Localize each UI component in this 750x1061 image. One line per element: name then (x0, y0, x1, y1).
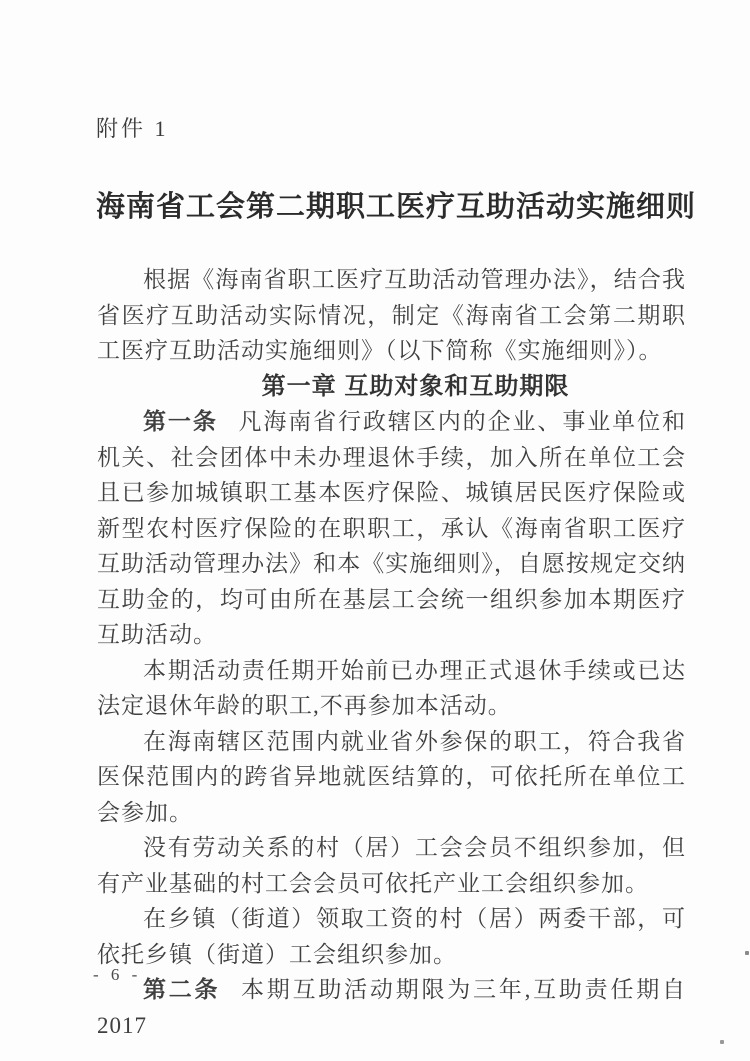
intro-paragraph: 根据《海南省职工医疗互助活动管理办法》，结合我省医疗互助活动实际情况，制定《海南省工会第二期职工医疗互助活动实施细则》（以下简称《实施细则》）。 (97, 267, 686, 363)
article-2-paragraph (97, 972, 686, 1043)
attachment-label: 附件 1 (96, 116, 169, 141)
article-1-subparagraph: 在海南辖区范围内就业省外参保的职工，符合我省医保范围内的跨省异地就医结算的，可依托所在单位工会参加。 (97, 728, 686, 825)
page-number: - 6 - (93, 965, 142, 984)
article-1-label: 第一条 (143, 409, 218, 434)
document-body (97, 262, 686, 1043)
article-1-text: 凡海南省行政辖区内的企业、事业单位和机关、社会团体中未办理退休手续，加入所在单位工会且已参加城镇职工基本医疗保险、城镇居民医疗保险或新型农村医疗保险的在职职工，承认《海南省职工医疗互助活动管理办法》和本《实施细则》，自愿按规定交纳互助金的，均可由所在基层工会统一组织参加本期医疗互助活动。 (97, 409, 687, 647)
document-title: 海南省工会第二期职工医疗互助活动实施细则 (96, 191, 697, 223)
article-1-subparagraph: 没有劳动关系的村（居）工会会员不组织参加，但有产业基础的村工会会员可依托产业工会组织参加。 (97, 835, 686, 896)
scan-speck (720, 1040, 724, 1044)
scan-speck (745, 951, 749, 955)
article-2-text: 本期互助活动期限为三年,互助责任期自 2017 (97, 977, 687, 1038)
article-1-subparagraph: 本期活动责任期开始前已办理正式退休手续或已达法定退休年龄的职工,不再参加本活动。 (97, 657, 686, 718)
article-1-subparagraph: 在乡镇（街道）领取工资的村（居）两委干部，可依托乡镇（街道）工会组织参加。 (97, 906, 686, 967)
article-2-label: 第二条 (143, 977, 221, 1002)
chapter-1-heading: 第一章 互助对象和互助期限 (261, 372, 570, 400)
article-1-paragraph (97, 404, 686, 653)
